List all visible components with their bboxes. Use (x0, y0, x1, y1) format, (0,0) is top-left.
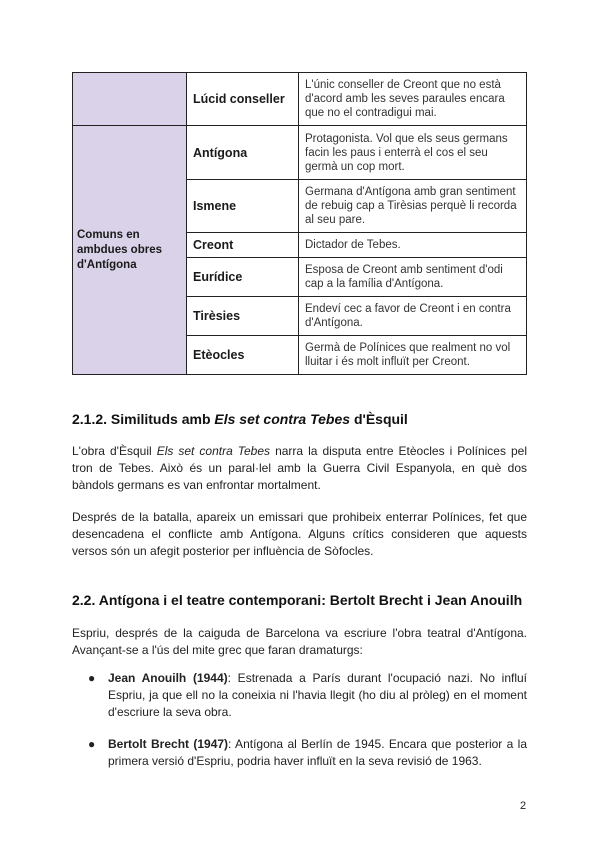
table-row (73, 73, 527, 126)
paragraph-text: L'obra d'Èsquil (72, 444, 152, 458)
bullet-icon: ● (88, 737, 96, 751)
list-item-text (108, 736, 527, 770)
bullet-icon: ● (88, 671, 96, 685)
list-item (88, 736, 527, 770)
character-description: Esposa de Creont amb sentiment d'odi cap a la família d'Antígona. (299, 258, 527, 297)
paragraph: Després de la batalla, apareix un emissari que prohibeix enterrar Polínices, fet que desencadena el conflicte amb Antígona. Alguns crítics consideren que aquests versos són un afegit posterior per influència de Sòfocles. (72, 510, 527, 558)
character-name: Antígona (187, 126, 299, 180)
character-description: L'únic conseller de Creont que no està d'acord amb les seves paraules encara que no el contradigui mai. (299, 73, 527, 126)
list-item-text (108, 670, 527, 721)
group-cell: Comuns en ambdues obres d'Antígona (73, 126, 187, 375)
section-heading (72, 411, 408, 427)
character-name: Etèocles (187, 336, 299, 375)
character-description: Germana d'Antígona amb gran sentiment de rebuig cap a Tirèsias perquè li recorda al seu pare. (299, 180, 527, 233)
group-cell (73, 73, 187, 126)
section-number: 2.1.2. (72, 411, 108, 427)
work-title: Els set contra Tebes (156, 444, 271, 458)
paragraph: Espriu, després de la caiguda de Barcelona va escriure l'obra teatral d'Antígona. Avançant-se a l'ús del mite grec que faran dramaturgs: (72, 626, 527, 657)
character-description: Protagonista. Vol que els seus germans facin les paus i enterrà el cos el seu germà un cop mort. (299, 126, 527, 180)
list-item-body: : Antígona al Berlín de 1945. Encara que posterior a la primera versió d'Espriu, podria haver influït en la seva revisió de 1963. (108, 737, 527, 768)
page-number: 2 (520, 800, 527, 812)
character-name: Tirèsies (187, 297, 299, 336)
character-description: Germà de Polínices que realment no vol lluitar i és molt influït per Creont. (299, 336, 527, 375)
section-title-start: Similituds amb (110, 411, 211, 427)
paragraph-text: narra la disputa entre Etèocles i Polínices pel tron de Tebes. Això és un paral·lel amb la Guerra Civil Espanyola, en què dos bàndols germans es van enfrontar mortalment. (72, 444, 528, 492)
paragraph (72, 443, 527, 494)
list-item-label: Jean Anouilh (1944) (108, 671, 228, 685)
section-title-end: d'Èsquil (353, 411, 408, 427)
character-description: Endeví cec a favor de Creont i en contra d'Antígona. (299, 297, 527, 336)
section-title-work: Els set contra Tebes (214, 411, 351, 427)
list-item (88, 670, 527, 721)
list-item-body: : Estrenada a París durant l'ocupació nazi. No influí Espriu, ja que ell no la coneixia ni l'havia llegit (ho diu al pròleg) en el moment d'escriure la seva obra. (108, 671, 527, 719)
character-description: Dictador de Tebes. (299, 233, 527, 258)
character-name: Ismene (187, 180, 299, 233)
section-heading: 2.2. Antígona i el teatre contemporani: Bertolt Brecht i Jean Anouilh (72, 592, 523, 608)
characters-table (72, 72, 527, 375)
character-name: Lúcid conseller (187, 73, 299, 126)
character-name: Eurídice (187, 258, 299, 297)
list-item-label: Bertolt Brecht (1947) (108, 737, 229, 751)
character-name: Creont (187, 233, 299, 258)
table-row (73, 126, 527, 180)
